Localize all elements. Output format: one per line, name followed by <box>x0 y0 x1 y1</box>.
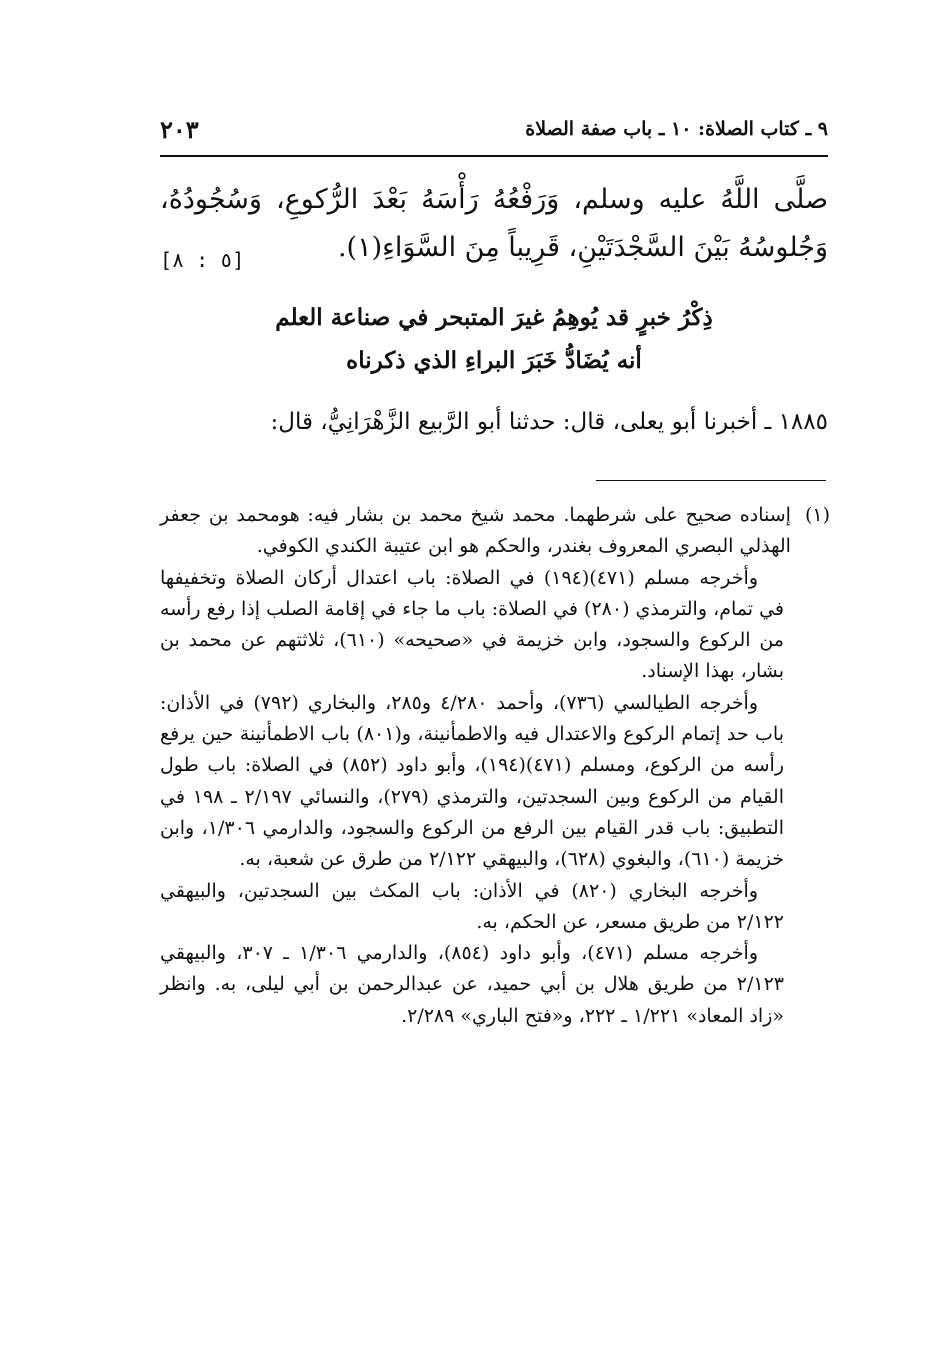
main-text <box>160 176 828 284</box>
footnote-paragraph: وأخرجه مسلم (٤٧١)(١٩٤) في الصلاة: باب اعتدال أركان الصلاة وتخفيفها في تمام، والترمذي (٢٨٠) في الصلاة: باب ما جاء في إقامة الصلب إذا رفع رأسه من الركوع والسجود، وابن خزيمة في «صحيحه» (٦١٠)، ثلاثتهم عن محمد بن بشار، بهذا الإسناد. <box>160 566 784 683</box>
section-heading-line-2: أنه يُضَادُّ خَبَرَ البراءِ الذي ذكرناه <box>346 347 642 374</box>
running-title: ٩ ـ كتاب الصلاة: ١٠ ـ باب صفة الصلاة <box>525 118 828 140</box>
footnote-paragraph: وأخرجه البخاري (٨٢٠) في الأذان: باب المكث بين السجدتين، والبيهقي ٢/١٢٢ من طريق مسعر، عن الحكم، به. <box>160 879 784 933</box>
footnote-paragraph: وأخرجه الطيالسي (٧٣٦)، وأحمد ٤/٢٨٠ و٢٨٥، والبخاري (٧٩٢) في الأذان: باب حد إتمام الركوع والاعتدال فيه والاطمأنينة، و(٨٠١) باب الاطمأنينة حين يرفع رأسه من الركوع، ومسلم (٤٧١)(١٩٤)، وأبو داود (٨٥٢) في الصلاة: باب طول القيام من الركوع وبين السجدتين، والترمذي (٢٧٩)، والنسائي ٢/١٩٧ ـ ١٩٨ في التطبيق: باب قدر القيام بين الرفع من الركوع والسجود، والدارمي ١/٣٠٦، وابن خزيمة (٦١٠)، والبغوي (٦٢٨)، والبيهقي ٢/١٢٢ من طرق عن شعبة، به. <box>160 691 785 871</box>
header-rule <box>160 155 828 157</box>
hadith-reference: [٥ : ٨] <box>160 248 245 272</box>
next-hadith: ١٨٨٥ ـ أخبرنا أبو يعلى، قال: حدثنا أبو الرَّبيع الزَّهْرَانِيُّ، قال: <box>270 409 828 435</box>
footnote-number: (١) <box>804 504 830 526</box>
footnote-separator <box>596 480 826 481</box>
footnote-paragraph: وأخرجه مسلم (٤٧١)، وأبو داود (٨٥٤)، والدارمي ١/٣٠٦ ـ ٣٠٧، والبيهقي ٢/١٢٣ من طريق هلال بن أبي حميد، عن عبدالرحمن بن أبي ليلى، به. وانظر «زاد المعاد» ١/٢٢١ ـ ٢٢٢، و«فتح الباري» ٢/٢٨٩. <box>160 942 784 1027</box>
page-number: ٢٠٣ <box>160 114 199 144</box>
footnote-1 <box>160 500 830 563</box>
main-text-body: صلَّى اللَّهُ عليه وسلم، وَرَفْعُهُ رَأْسَهُ بَعْدَ الرُّكوعِ، وَسُجُودُهُ، وَجُلوسُهُ بَيْنَ السَّجْدَتَيْنِ، قَرِيباً مِنَ السَّوَاءِ(١). <box>160 184 828 263</box>
footnote-text: إسناده صحيح على شرطهما. محمد شيخ محمد بن بشار فيه: هومحمد بن جعفر الهذلي البصري المعروف بغندر، والحكم هو ابن عتيبة الكندي الكوفي. <box>160 504 791 558</box>
section-heading <box>160 296 828 382</box>
section-heading-line-1: ذِكْرُ خبرٍ قد يُوهِمُ غيرَ المتبحر في صناعة العلم <box>275 304 713 331</box>
footnotes <box>160 500 830 1032</box>
page-header <box>160 112 828 146</box>
